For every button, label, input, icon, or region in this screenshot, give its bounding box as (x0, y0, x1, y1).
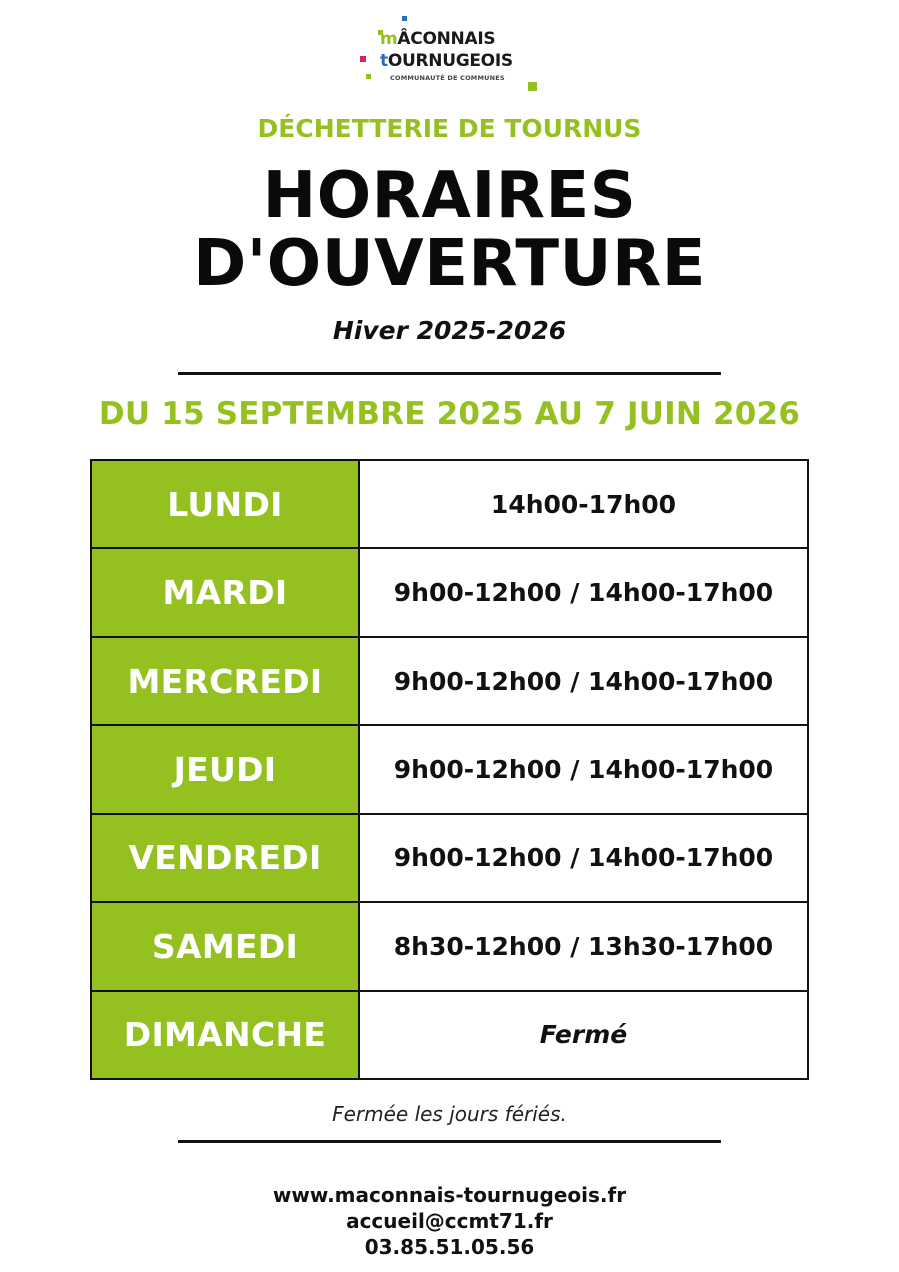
day-cell: SAMEDI (91, 902, 359, 990)
table-row (91, 725, 808, 813)
schedule-table (90, 459, 809, 1080)
day-cell: JEUDI (91, 725, 359, 813)
logo-accent-letter: m (380, 29, 398, 49)
logo-accent-letter: t (380, 51, 388, 71)
logo-square-decoration (360, 56, 366, 62)
logo-tagline: COMMUNAUTÉ DE COMMUNES (390, 74, 505, 82)
day-cell: VENDREDI (91, 814, 359, 902)
logo-square-decoration (528, 82, 537, 91)
hours-cell: 9h00-12h00 / 14h00-17h00 (359, 814, 808, 902)
table-row (91, 548, 808, 636)
table-row (91, 460, 808, 548)
logo-line-2 (380, 51, 513, 71)
hours-cell-closed: Fermé (359, 991, 808, 1079)
table-row (91, 637, 808, 725)
day-cell: MARDI (91, 548, 359, 636)
logo-text: ÂCONNAIS (397, 29, 496, 49)
logo-line-1 (380, 29, 495, 49)
period-label: DU 15 SEPTEMBRE 2025 AU 7 JUIN 2026 (98, 396, 801, 432)
table-row (91, 991, 808, 1079)
day-cell: MERCREDI (91, 637, 359, 725)
day-cell: DIMANCHE (91, 991, 359, 1079)
season-label: Hiver 2025-2026 (332, 316, 567, 345)
hours-cell: 14h00-17h00 (359, 460, 808, 548)
day-cell: LUNDI (91, 460, 359, 548)
email-link[interactable]: accueil@ccmt71.fr (346, 1209, 553, 1233)
site-name: DÉCHETTERIE DE TOURNUS (257, 114, 642, 143)
title-line-1: HORAIRES (262, 159, 637, 233)
table-row (91, 902, 808, 990)
hours-cell: 9h00-12h00 / 14h00-17h00 (359, 548, 808, 636)
hours-cell: 9h00-12h00 / 14h00-17h00 (359, 637, 808, 725)
table-row (91, 814, 808, 902)
holiday-note: Fermée les jours fériés. (332, 1102, 567, 1126)
divider (178, 1140, 721, 1143)
website-link[interactable]: www.maconnais-tournugeois.fr (272, 1183, 627, 1207)
page-title (0, 159, 899, 301)
title-line-2: D'OUVERTURE (193, 227, 706, 301)
divider (178, 372, 721, 375)
logo (356, 14, 546, 94)
phone-number: 03.85.51.05.56 (364, 1235, 535, 1259)
hours-cell: 9h00-12h00 / 14h00-17h00 (359, 725, 808, 813)
hours-cell: 8h30-12h00 / 13h30-17h00 (359, 902, 808, 990)
contact-block (0, 1182, 899, 1260)
logo-square-decoration (366, 74, 371, 79)
logo-square-decoration (402, 16, 407, 21)
logo-text: OURNUGEOIS (387, 51, 513, 71)
